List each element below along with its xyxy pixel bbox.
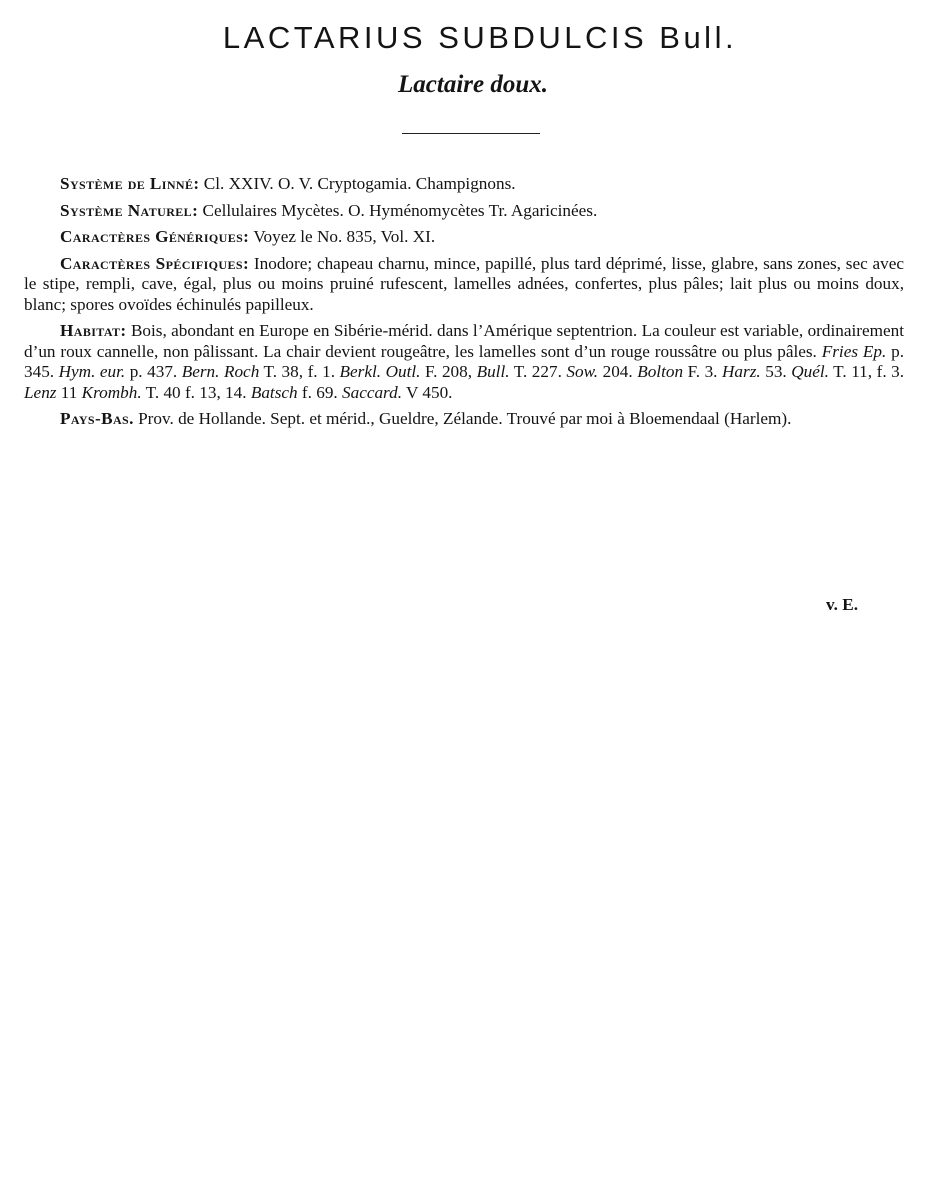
reference-source: Krombh. [81,382,142,402]
reference-source: Bern. Roch [181,362,260,381]
reference-source: Fries Ep. [821,341,887,361]
section-text: Bois, abondant en Europe en Sibérie-mérid. dans l’Amérique septentrion. La couleur est variable, ordinairement d’un roux cannelle, non pâlissant. La chair devient rougeâtre, les lamelles sont d’un rouge roussâtre ou plus pâles. [24,321,904,361]
reference-detail: F. 208, [420,362,477,381]
reference-source: Sow. [566,362,599,381]
reference-detail: p. 437. [125,362,182,381]
reference-source: Lenz [24,382,57,402]
reference-source: Hym. eur. [58,362,126,381]
reference-detail: T. 40 f. 13, 14. [141,382,251,402]
author-signature: v. E. [826,595,858,614]
reference-detail: T. 227. [509,362,567,381]
reference-source: Quél. [791,362,829,381]
section-text: Inodore; chapeau charnu, mince, papillé, plus tard déprimé, lisse, glabre, sans zones, sec avec le stipe, rempli, cave, égal, plus ou moins pruiné rufescent, lamelles adnées, confertes, plus pâles; lait plus ou moins doux, blanc; spores ovoïdes échinulés papilleux. [24,253,904,314]
section-text: Cl. XXIV. O. V. Cryptogamia. Champignons. [203,174,516,193]
section-label: Caractères Spécifiques: [60,253,250,273]
section-label: Caractères Génériques: [60,227,250,246]
reference-source: Berkl. Outl. [339,362,421,381]
section-specifiques [24,254,904,316]
section-naturel [24,201,904,222]
title-divider [402,133,540,134]
section-label: Système de Linné: [60,174,200,193]
section-label: Habitat: [60,321,127,340]
section-habitat [24,321,904,403]
reference-detail: V 450. [402,382,453,402]
reference-source: Saccard. [342,382,402,402]
section-pays-bas [24,409,904,430]
document-body [24,174,904,436]
section-linne [24,174,904,195]
page-title: LACTARIUS SUBDULCIS Bull. [222,20,738,55]
reference-source: Bull. [476,362,510,381]
section-generiques [24,227,904,248]
page-subtitle: Lactaire doux. [398,71,548,98]
section-text: Prov. de Hollande. Sept. et mérid., Gueldre, Zélande. Trouvé par moi à Bloemendaal (Harlem). [138,409,792,428]
reference-detail: p. 345. [24,341,905,381]
reference-source: Bolton [637,362,684,381]
reference-detail: F. 3. [683,362,723,381]
reference-detail: T. 11, f. 3. [828,362,905,381]
reference-detail: 204. [598,362,638,381]
reference-detail: T. 38, f. 1. [259,362,340,381]
reference-detail: f. 69. [297,382,343,402]
reference-source: Harz. [722,362,761,381]
section-text: Cellulaires Mycètes. O. Hyménomycètes Tr. Agaricinées. [202,200,598,220]
section-label: Système Naturel: [60,200,199,220]
section-label: Pays-Bas. [60,409,134,428]
reference-source: Batsch [250,382,298,402]
reference-detail: 11 [56,382,82,402]
reference-detail: 53. [760,362,792,381]
section-text: Voyez le No. 835, Vol. XI. [253,227,436,246]
